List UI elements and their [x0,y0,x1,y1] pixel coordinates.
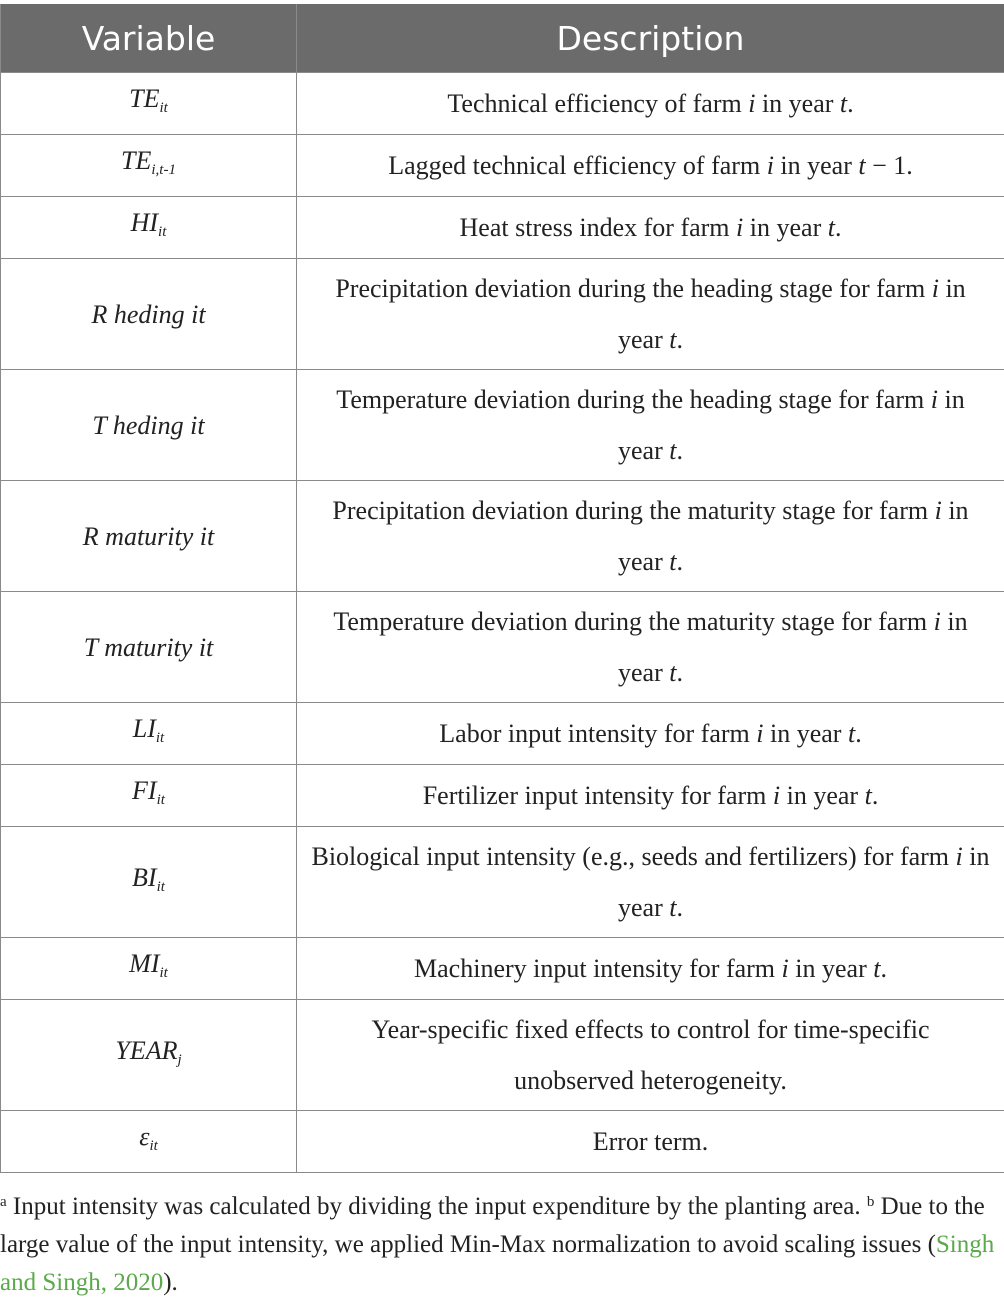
variable-cell [1,938,297,1000]
variable-symbol: TE [129,84,159,113]
description-text: Temperature deviation during the maturity stage for farm [333,607,933,636]
footnote-a-text: Input intensity was calculated by dividing the input expenditure by the planting area. [7,1193,867,1220]
description-text: Lagged technical efficiency of farm [388,151,767,180]
table-row [1,1000,1004,1111]
description-text: Fertilizer input intensity for farm [423,781,773,810]
description-text: Year-specific fixed effects to control for time-specific unobserved heterogeneity. [371,1015,929,1095]
description-index: t [669,325,676,354]
variable-subscript: it [157,792,165,808]
description-text: Machinery input intensity for farm [414,954,782,983]
description-text: in year [774,151,858,180]
description-cell [297,827,1004,938]
variable-cell [1,370,297,481]
description-text: − 1. [866,151,913,180]
table-row [1,765,1004,827]
variable-subscript: j [177,1052,181,1068]
variable-cell [1,135,297,197]
description-text: Precipitation deviation during the maturity stage for farm [332,496,934,525]
description-text: . [676,325,683,354]
footnote-b-marker: b [867,1194,875,1210]
variable-symbol: ε [139,1122,149,1151]
description-text: in year [789,954,873,983]
table-footnote [0,1183,1000,1302]
footnote-b-text: Due to the large value of the input intensity, we applied Min-Max normalization to avoid scaling issues ( [0,1193,985,1258]
description-text: . [676,436,683,465]
table-row [1,135,1004,197]
table-row [1,259,1004,370]
description-cell [297,765,1004,827]
description-text: in year [764,719,848,748]
description-cell [297,592,1004,703]
variable-cell [1,197,297,259]
table-row [1,827,1004,938]
header-row [1,4,1004,73]
description-text: . [872,781,879,810]
description-text: in year [618,274,966,354]
table-row [1,370,1004,481]
variable-subscript: it [158,224,166,240]
footnote-closing: ). [163,1269,178,1296]
description-cell [297,370,1004,481]
description-index: i [736,213,743,242]
description-text: . [676,658,683,687]
description-text: Temperature deviation during the heading stage for farm [336,385,931,414]
description-text: in year [618,607,968,687]
description-cell [297,259,1004,370]
description-index: t [840,89,847,118]
variable-symbol: R heding it [91,300,205,329]
variable-subscript: it [157,879,165,895]
description-text: in year [780,781,864,810]
description-text: . [835,213,842,242]
table-row [1,481,1004,592]
description-index: i [931,385,938,414]
description-index: i [934,607,941,636]
description-index: i [932,274,939,303]
description-index: t [848,719,855,748]
description-text: . [676,893,683,922]
header-variable: Variable [1,4,297,73]
variable-cell [1,259,297,370]
description-text: Labor input intensity for farm [439,719,756,748]
description-text: . [880,954,887,983]
description-text: Precipitation deviation during the heading stage for farm [335,274,931,303]
description-index: t [669,893,676,922]
variable-cell [1,1111,297,1173]
description-index: i [748,89,755,118]
description-text: in year [618,842,990,922]
description-index: t [669,547,676,576]
description-text: . [847,89,854,118]
variable-symbol: R maturity it [83,522,214,551]
description-cell [297,481,1004,592]
table-row [1,197,1004,259]
variable-symbol: MI [129,949,159,978]
description-index: i [782,954,789,983]
variable-cell [1,765,297,827]
description-text: . [855,719,862,748]
variable-symbol: T maturity it [84,633,214,662]
variable-subscript: it [149,1138,157,1154]
citation-link[interactable]: Singh and Singh, 2020 [0,1231,994,1296]
description-cell [297,1000,1004,1111]
footnote-a-marker: a [0,1194,7,1210]
description-text: Biological input intensity (e.g., seeds and fertilizers) for farm [311,842,955,871]
description-index: t [865,781,872,810]
variable-symbol: YEAR [115,1036,177,1065]
description-index: t [828,213,835,242]
variable-table [0,4,1004,1173]
description-text: Heat stress index for farm [460,213,737,242]
variable-symbol: HI [131,208,158,237]
description-cell [297,135,1004,197]
variable-subscript: it [159,965,167,981]
header-description: Description [297,4,1004,73]
variable-cell [1,592,297,703]
table-row [1,703,1004,765]
variable-subscript: i,t-1 [151,162,176,178]
variable-subscript: it [160,100,168,116]
table-row [1,938,1004,1000]
variable-symbol: FI [132,776,157,805]
description-cell [297,703,1004,765]
variable-cell [1,703,297,765]
variable-subscript: it [156,730,164,746]
description-index: t [669,436,676,465]
variable-symbol: LI [133,714,156,743]
table-row [1,73,1004,135]
description-index: i [756,719,763,748]
description-index: i [956,842,963,871]
description-text: Technical efficiency of farm [447,89,748,118]
description-index: i [767,151,774,180]
description-cell [297,1111,1004,1173]
variable-cell [1,827,297,938]
variable-cell [1,1000,297,1111]
description-cell [297,73,1004,135]
table-row [1,592,1004,703]
description-text: in year [755,89,839,118]
variable-symbol: TE [121,146,151,175]
description-cell [297,197,1004,259]
description-index: t [858,151,865,180]
description-text: . [676,547,683,576]
description-index: t [873,954,880,983]
description-index: i [773,781,780,810]
table-row [1,1111,1004,1173]
variable-symbol: BI [132,863,157,892]
variable-cell [1,481,297,592]
description-text: in year [618,385,965,465]
description-cell [297,938,1004,1000]
description-index: t [669,658,676,687]
description-text: in year [618,496,969,576]
variable-cell [1,73,297,135]
description-text: in year [743,213,827,242]
description-index: i [935,496,942,525]
variable-symbol: T heding it [92,411,204,440]
description-text: Error term. [593,1127,709,1156]
